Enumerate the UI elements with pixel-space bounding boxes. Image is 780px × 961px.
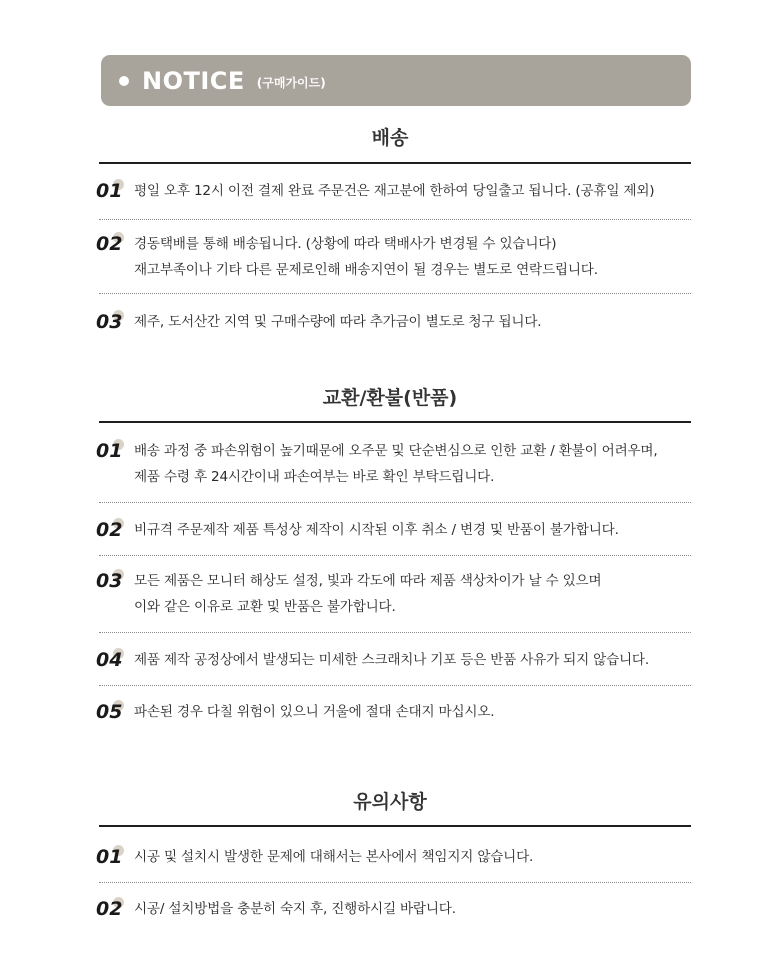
item-number: 01 bbox=[96, 438, 134, 464]
notice-banner bbox=[101, 55, 691, 106]
item-number: 03 bbox=[96, 309, 134, 335]
item-text: 제품 제작 공정상에서 발생되는 미세한 스크래치나 기포 등은 반품 사유가 되지 않습니다. bbox=[134, 652, 649, 668]
list-item bbox=[96, 178, 706, 204]
list-item bbox=[96, 647, 706, 673]
item-number: 01 bbox=[96, 178, 134, 204]
section-title-shipping: 배송 bbox=[371, 127, 409, 149]
bullet-dot-icon bbox=[119, 76, 129, 86]
item-text: 파손된 경우 다칠 위험이 있으니 거울에 절대 손대지 마십시오. bbox=[134, 704, 495, 720]
section-divider bbox=[99, 825, 691, 827]
section-divider bbox=[99, 421, 691, 423]
item-text: 이와 같은 이유로 교환 및 반품은 불가합니다. bbox=[134, 599, 396, 615]
list-item bbox=[96, 699, 706, 725]
dotted-divider bbox=[99, 502, 691, 503]
dotted-divider bbox=[99, 882, 691, 883]
item-number: 02 bbox=[96, 231, 134, 257]
item-text: 재고부족이나 기타 다른 문제로인해 배송지연이 될 경우는 별도로 연락드립니다. bbox=[134, 262, 598, 278]
list-item bbox=[96, 231, 706, 283]
item-number: 02 bbox=[96, 896, 134, 922]
notice-title: NOTICE bbox=[142, 66, 245, 95]
dotted-divider bbox=[99, 685, 691, 686]
section-divider bbox=[99, 162, 691, 164]
item-text: 시공 및 설치시 발생한 문제에 대해서는 본사에서 책임지지 않습니다. bbox=[134, 849, 534, 865]
item-text: 제주, 도서산간 지역 및 구매수량에 따라 추가금이 별도로 청구 됩니다. bbox=[134, 314, 542, 330]
item-text: 평일 오후 12시 이전 결제 완료 주문건은 재고분에 한하여 당일출고 됩니다. (공휴일 제외) bbox=[134, 183, 655, 199]
item-text: 모든 제품은 모니터 해상도 설정, 빛과 각도에 따라 제품 색상차이가 날 수 있으며 bbox=[134, 573, 602, 589]
item-number: 04 bbox=[96, 647, 134, 673]
section-title-exchange-refund: 교환/환불(반품) bbox=[322, 387, 458, 409]
item-number: 05 bbox=[96, 699, 134, 725]
dotted-divider bbox=[99, 219, 691, 220]
item-text: 경동택배를 통해 배송됩니다. (상황에 따라 택배사가 변경될 수 있습니다) bbox=[134, 236, 557, 252]
list-item bbox=[96, 568, 706, 620]
section-title-precautions: 유의사항 bbox=[353, 791, 427, 813]
list-item bbox=[96, 517, 706, 543]
list-item bbox=[96, 309, 706, 335]
item-text: 제품 수령 후 24시간이내 파손여부는 바로 확인 부탁드립니다. bbox=[134, 469, 495, 485]
list-item bbox=[96, 438, 706, 490]
item-number: 02 bbox=[96, 517, 134, 543]
item-number: 01 bbox=[96, 844, 134, 870]
item-number: 03 bbox=[96, 568, 134, 594]
item-text: 비규격 주문제작 제품 특성상 제작이 시작된 이후 취소 / 변경 및 반품이 불가합니다. bbox=[134, 522, 619, 538]
item-text: 배송 과정 중 파손위험이 높기때문에 오주문 및 단순변심으로 인한 교환 / 환불이 어려우며, bbox=[134, 443, 658, 459]
dotted-divider bbox=[99, 632, 691, 633]
dotted-divider bbox=[99, 293, 691, 294]
list-item bbox=[96, 844, 706, 870]
notice-subtitle: (구매가이드) bbox=[256, 75, 326, 90]
dotted-divider bbox=[99, 555, 691, 556]
item-text: 시공/ 설치방법을 충분히 숙지 후, 진행하시길 바랍니다. bbox=[134, 901, 456, 917]
list-item bbox=[96, 896, 706, 922]
